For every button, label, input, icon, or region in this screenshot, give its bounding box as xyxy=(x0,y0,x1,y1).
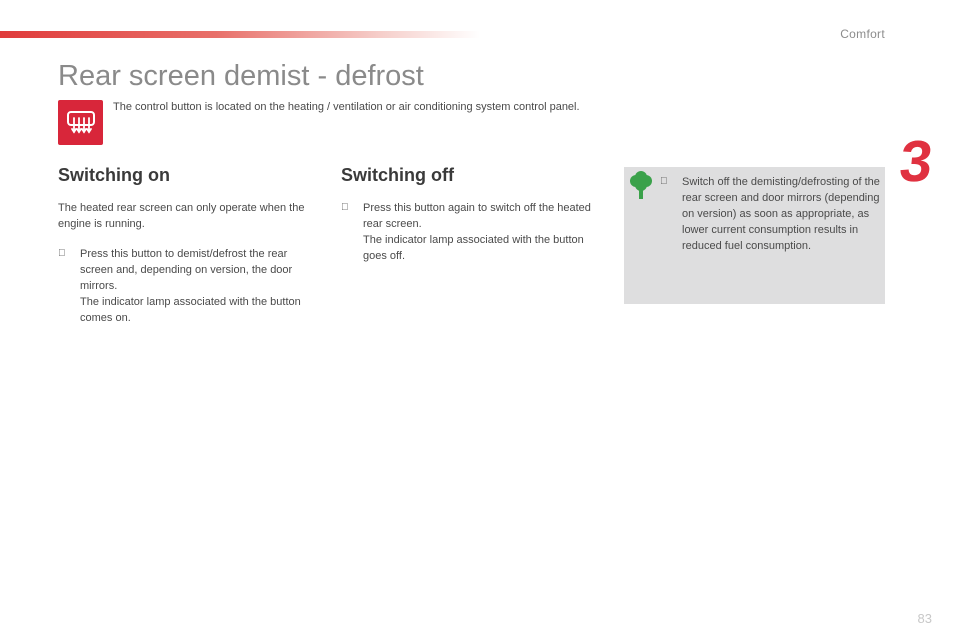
eco-tip-text: Switch off the demisting/defrosting of the rear screen and door mirrors (depending on version) as soon as appropriate, as lower current consumption results in reduced fuel consumption. xyxy=(682,176,880,252)
intro-text: The control button is located on the heating / ventilation or air conditioning system control panel. xyxy=(113,101,580,113)
section-name: Comfort xyxy=(840,27,885,41)
switching-on-heading: Switching on xyxy=(58,165,170,185)
chapter-number: 3 xyxy=(896,129,936,194)
eco-tip-box xyxy=(624,167,885,304)
switching-on-step-text: Press this button to demist/defrost the rear screen and, depending on version, the door mirrors. xyxy=(80,248,293,292)
switching-off-heading: Switching off xyxy=(341,165,454,185)
eco-tip xyxy=(660,174,880,254)
switching-on-step xyxy=(58,246,320,326)
bullet-icon xyxy=(341,200,363,264)
page-number: 83 xyxy=(917,611,932,626)
bullet-icon xyxy=(660,174,682,254)
page-title: Rear screen demist - defrost xyxy=(58,60,424,92)
switching-off-step xyxy=(341,200,591,264)
rear-screen-demist-icon xyxy=(58,100,103,145)
switching-on-step-followup: The indicator lamp associated with the button comes on. xyxy=(80,296,301,324)
switching-off-step-followup: The indicator lamp associated with the button goes off. xyxy=(363,234,584,262)
switching-off-section xyxy=(341,165,591,264)
tree-icon xyxy=(628,171,654,201)
switching-on-note: The heated rear screen can only operate when the engine is running. xyxy=(58,202,305,230)
header-accent-bar xyxy=(0,31,480,38)
switching-on-section xyxy=(58,165,320,326)
bullet-icon xyxy=(58,246,80,326)
switching-off-step-text: Press this button again to switch off the heated rear screen. xyxy=(363,202,591,230)
